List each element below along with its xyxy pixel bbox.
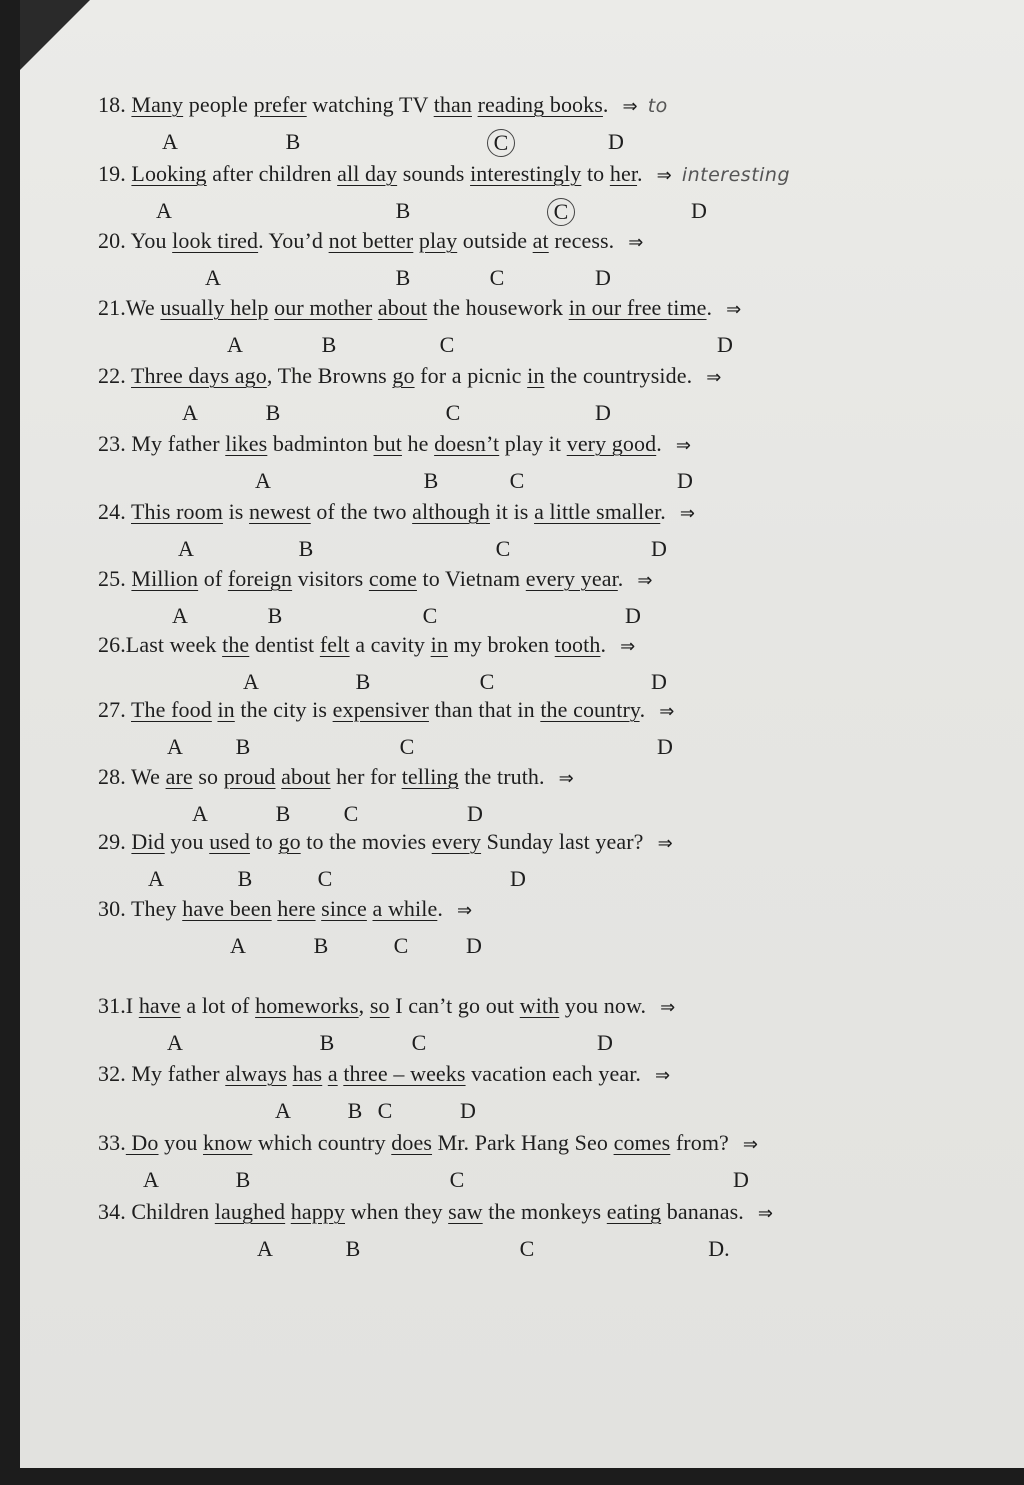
underlined-segment: very good [566,431,657,456]
underlined-segment: saw [448,1199,483,1224]
text-segment: of the two [310,499,413,524]
option-label: D [510,866,526,891]
text-segment: outside [457,228,533,253]
answer-arrow-icon: ⇒ [620,636,636,657]
text-segment: so [192,764,224,789]
text-segment: 26.Last week [98,632,223,657]
underlined-segment: happy [290,1199,346,1224]
underlined-segment: proud [223,764,276,789]
text-segment: the housework [427,295,569,320]
text-segment: . [639,697,646,722]
underlined-segment: so [369,993,390,1018]
underlined-segment: usually help [160,295,269,320]
option-label: D [608,129,624,154]
underlined-segment: our mother [274,295,373,320]
text-segment: . [637,161,643,186]
option-label: A [172,603,188,628]
answer-arrow-icon: ⇒ [622,96,638,117]
circled-option-label: C [547,198,575,226]
text-segment: 34. Children [98,1199,215,1224]
text-segment: to the movies [300,829,432,854]
underlined-segment: not better [328,228,414,253]
text-segment: . [602,92,609,117]
answer-arrow-icon: ⇒ [558,768,574,789]
underlined-segment: in [527,363,545,388]
text-segment: play it [499,431,567,456]
answer-arrow-icon: ⇒ [637,570,653,591]
option-label: D [595,400,611,425]
option-label: B [321,332,337,357]
option-label: D [466,933,482,958]
text-segment: 32. My father [98,1061,226,1086]
question-sentence [98,697,674,723]
underlined-segment: eating [606,1199,662,1224]
text-segment: . [660,499,666,524]
answer-arrow-icon: ⇒ [675,435,692,456]
text-segment: Sunday last year? [481,829,644,854]
question-sentence [98,161,790,187]
underlined-segment: interestingly [470,161,582,186]
option-label: B [298,536,314,561]
text-segment: watching TV [306,92,434,117]
underlined-segment: every year [525,566,618,591]
underlined-segment: likes [225,431,268,456]
option-label: D [677,468,693,493]
option-label: A [205,265,221,290]
option-label: C [495,536,511,561]
option-label: B [265,400,281,425]
text-segment: sounds [397,161,471,186]
underlined-segment: felt [319,632,350,657]
underlined-segment: used [209,829,250,854]
underlined-segment: a while [372,896,438,921]
text-segment: when they [345,1199,449,1224]
underlined-segment: in [430,632,448,657]
answer-arrow-icon: ⇒ [742,1134,759,1155]
option-label: B [313,933,329,958]
option-label: D [460,1098,476,1123]
answer-arrow-icon: ⇒ [657,833,673,854]
question-sentence [98,993,675,1019]
answer-arrow-icon: ⇒ [660,997,676,1018]
text-segment: is [222,499,250,524]
answer-arrow-icon: ⇒ [456,900,473,921]
option-label: B [423,468,439,493]
option-label: D [651,669,667,694]
text-segment: a cavity [349,632,431,657]
text-segment: to [249,829,279,854]
text-segment: 19. [98,161,132,186]
underlined-segment: go [278,829,301,854]
text-segment: for a picnic [414,363,528,388]
option-label: D [595,265,611,290]
underlined-segment: newest [249,499,311,524]
option-label: C [422,603,438,628]
text-segment: . [617,566,624,591]
option-label: C [411,1030,427,1055]
option-label: A [156,198,172,223]
option-label: C [343,801,359,826]
text-segment: , [358,993,370,1018]
option-label: C [317,866,333,891]
question-sentence [98,228,643,254]
question-sentence [98,499,695,525]
underlined-segment: look tired [172,228,259,253]
underlined-segment: in [217,697,235,722]
text-segment: you now. [559,993,647,1018]
question-sentence [98,1061,670,1087]
question-sentence [98,363,721,389]
option-label: C [399,734,415,759]
question-sentence [98,1199,773,1225]
underlined-segment: expensiver [332,697,429,722]
option-label: B [319,1030,335,1055]
text-segment: 33. [98,1130,126,1155]
text-segment: of [198,566,228,591]
text-segment: , The Browns [266,363,393,388]
text-segment: 22. [98,363,132,388]
handwritten-answer: interesting [681,164,791,186]
text-segment: you [158,1130,204,1155]
answer-arrow-icon: ⇒ [726,299,742,320]
text-segment: her for [330,764,402,789]
text-segment: Mr. Park Hang Seo [432,1130,614,1155]
question-sentence [98,295,741,321]
underlined-segment: This room [131,499,223,524]
underlined-segment: than [433,92,472,117]
underlined-segment: Do [125,1130,159,1155]
underlined-segment: have [138,993,181,1018]
underlined-segment: but [373,431,402,456]
option-label: A [275,1098,291,1123]
option-label: B [345,1236,361,1261]
text-segment: 30. They [98,896,183,921]
worksheet-page [20,0,1024,1468]
option-label: D [733,1167,749,1192]
circled-option-label: C [487,129,515,157]
text-segment: he [401,431,435,456]
text-segment: the city is [234,697,333,722]
option-label: D [691,198,707,223]
option-label: D [625,603,641,628]
underlined-segment: always [225,1061,287,1086]
option-label: A [243,669,259,694]
text-segment: badminton [267,431,374,456]
option-label: D [467,801,483,826]
option-label: C [439,332,455,357]
answer-arrow-icon: ⇒ [659,701,675,722]
text-segment: recess. [548,228,615,253]
option-label: A [192,801,208,826]
underlined-segment: go [392,363,415,388]
option-label: A [167,734,183,759]
text-segment: the truth. [458,764,545,789]
text-segment: people [183,92,254,117]
text-segment: a lot of [180,993,256,1018]
option-label: C [489,265,505,290]
option-label: B [285,129,301,154]
text-segment: to [581,161,610,186]
option-label: A [227,332,243,357]
text-segment: I can’t go out [389,993,520,1018]
underlined-segment: the country [540,697,640,722]
underlined-segment: about [377,295,428,320]
option-label: A [257,1236,273,1261]
option-label: A [230,933,246,958]
option-label: C [377,1098,393,1123]
underlined-segment: the [222,632,250,657]
underlined-segment: with [519,993,560,1018]
text-segment: . [437,896,443,921]
option-label: D [657,734,673,759]
underlined-segment: foreign [227,566,293,591]
text-segment: 24. [98,499,132,524]
underlined-segment: about [281,764,331,789]
underlined-segment: play [418,228,458,253]
underlined-segment: here [277,896,316,921]
text-segment: 28. We [98,764,166,789]
text-segment: than that in [428,697,541,722]
option-label: D [717,332,733,357]
question-sentence [98,896,472,922]
text-segment: my broken [447,632,555,657]
text-segment: to Vietnam [416,566,526,591]
underlined-segment: comes [613,1130,671,1155]
option-label: A [182,400,198,425]
text-segment: . You’d [258,228,329,253]
text-segment: 25. [98,566,132,591]
text-segment: the countryside. [544,363,693,388]
underlined-segment: come [368,566,417,591]
underlined-segment: three – weeks [343,1061,466,1086]
option-label: C [479,669,495,694]
option-label: B [267,603,283,628]
option-label: D [651,536,667,561]
underlined-segment: homeworks [255,993,359,1018]
underlined-segment: tooth [554,632,601,657]
text-segment: 29. [98,829,132,854]
answer-arrow-icon: ⇒ [628,232,644,253]
option-label: A [255,468,271,493]
underlined-segment: in our free time [568,295,707,320]
text-segment: vacation each year. [465,1061,642,1086]
option-label: D. [708,1236,730,1261]
option-label: A [143,1167,159,1192]
question-sentence [98,829,673,855]
text-segment: from? [670,1130,729,1155]
option-label: B [235,1167,251,1192]
underlined-segment: a [327,1061,338,1086]
option-label: C [519,1236,535,1261]
underlined-segment: since [321,896,367,921]
underlined-segment: at [532,228,549,253]
underlined-segment: although [412,499,490,524]
underlined-segment: every [431,829,482,854]
underlined-segment: have been [182,896,272,921]
question-sentence [98,632,635,658]
underlined-segment: doesn’t [434,431,500,456]
text-segment: bananas. [661,1199,744,1224]
option-label: B [275,801,291,826]
underlined-segment: know [203,1130,253,1155]
text-segment: 27. [98,697,132,722]
option-label: A [162,129,178,154]
underlined-segment: prefer [253,92,307,117]
answer-arrow-icon: ⇒ [679,503,696,524]
underlined-segment: Many [131,92,184,117]
text-segment: it is [489,499,535,524]
text-segment: 21.We [98,295,161,320]
question-sentence [98,1130,758,1156]
option-label: A [178,536,194,561]
question-sentence [98,566,653,592]
underlined-segment: a little smaller [534,499,661,524]
option-label: A [148,866,164,891]
underlined-segment: her [609,161,638,186]
text-segment: after children [206,161,338,186]
question-sentence [98,764,574,790]
underlined-segment: Looking [131,161,207,186]
underlined-segment: all day [337,161,398,186]
text-segment: visitors [292,566,369,591]
underlined-segment: Million [131,566,199,591]
underlined-segment: The food [131,697,212,722]
underlined-segment: reading books [477,92,603,117]
text-segment: . [600,632,607,657]
option-label: C [393,933,409,958]
text-segment: 20. You [98,228,173,253]
underlined-segment: has [292,1061,323,1086]
answer-arrow-icon: ⇒ [656,165,672,186]
option-label: B [395,198,411,223]
question-sentence [98,92,668,118]
option-label: C [445,400,461,425]
underlined-segment: does [391,1130,433,1155]
underlined-segment: Three days ago [131,363,267,388]
option-label: C [449,1167,465,1192]
option-label: B [347,1098,363,1123]
option-label: A [167,1030,183,1055]
answer-arrow-icon: ⇒ [706,367,722,388]
option-label: B [395,265,411,290]
underlined-segment: Did [131,829,165,854]
question-sentence [98,431,691,457]
text-segment: . [706,295,713,320]
option-label: B [235,734,251,759]
text-segment: . [656,431,662,456]
underlined-segment: laughed [214,1199,286,1224]
text-segment: 31.I [98,993,139,1018]
option-label: B [237,866,253,891]
text-segment: 23. My father [98,431,226,456]
underlined-segment: telling [401,764,459,789]
answer-arrow-icon: ⇒ [757,1203,774,1224]
answer-arrow-icon: ⇒ [655,1065,671,1086]
underlined-segment: are [165,764,193,789]
text-segment: which country [252,1130,392,1155]
text-segment: 18. [98,92,132,117]
text-segment: you [164,829,210,854]
option-label: D [597,1030,613,1055]
text-segment: the monkeys [482,1199,607,1224]
text-segment: dentist [249,632,320,657]
option-label: C [509,468,525,493]
handwritten-answer: to [647,95,668,117]
option-label: B [355,669,371,694]
